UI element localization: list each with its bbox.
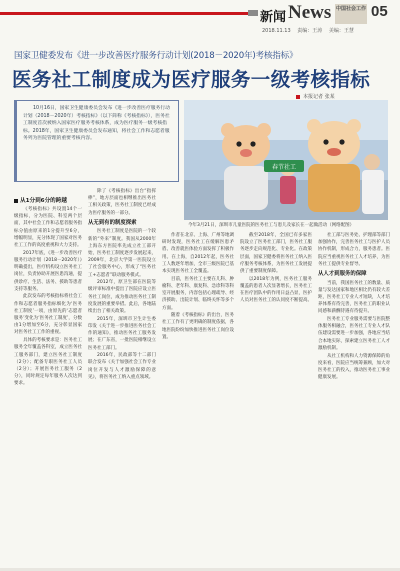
designer-credit: 美编：王慧 (328, 28, 354, 34)
header-red-rule (0, 12, 248, 15)
paragraph: 截至2018年，全国已有多家医院设立了医务社工部门，医务社工服务逐步走向规范化、专业化。在政策层面，国家卫健委将医务社工纳入医疗服务考核体系，为医务社工发展提供了重要制度保障。 (240, 233, 312, 275)
paragraph: 2012年，原卫生部在医院等级评审标准中提出了医院应设立医务社工岗位，成为推动医务社工制度发展的重要举措。此后，各地陆续出台了相关政策。 (88, 280, 156, 315)
newspaper-brand-logo: 中国社会工作 (335, 4, 367, 24)
article-kicker: 国家卫健委发布《进一步改善医疗服务行动计划(2018－2020年)考核指标》 (14, 51, 298, 61)
article-byline (296, 93, 335, 100)
dateline (262, 27, 359, 34)
paragraph: 医务社工制度是医院的一个较新的“外来”制度。我国从2000年上海东方医院率先成立社工部开始，医务社工制度逐步发展起来，2009年，北京大学第一医院设立了社会服务中心，形成了“医务社工+志愿者”联动服务模式。 (88, 229, 156, 278)
section-name-en: News (288, 2, 332, 23)
paragraph: 当前，我国医务社工的数量、质量与发达国家和地区相比仍有较大差距，医务社工专业人才短缺，人才培养体系有待完善，医务社工的职业认同感和薪酬待遇有待提升。 (318, 280, 390, 315)
section-name: 新闻 (260, 10, 287, 25)
issue-date: 2018.11.13 (262, 28, 291, 34)
paragraph: 除了《考核指标》出台“指挥棒”，地方层面也相继推出医务社工相关政策，医务社工制度已经成为医疗服务的一部分。 (88, 189, 156, 216)
paragraph: 医务社工专业服务需要与医院整体服务相融合，医务社工专业人才队伍建设需要进一步加强，各地应当结合本地实际，探索建立医务社工人才激励机制。 (318, 317, 390, 351)
article-headline: 医务社工制度成为医疗服务一级考核指标 (12, 68, 371, 91)
photo-illustration (184, 100, 388, 220)
photo-sign-text: 春节社工 (271, 164, 297, 171)
paragraph: 以2018年为例，医务社工服务覆盖的患者人次显著增长，医务社工在医疗团队中的作用日益凸显，医护人员对医务社工的认同度不断提高。 (240, 276, 312, 304)
paragraph: 此次发布的考核指标将社会工作和志愿者服务指标细化为‘医务社工制度’一项，由原先的‘志愿者服务’变化为‘医务社工制度’，分数由1分增加至6分，充分彰显国家对医务社工工作的重视。 (14, 294, 82, 336)
article-photo (184, 100, 388, 220)
heading-bullet-icon (14, 199, 18, 203)
paragraph: 《考核指标》共设置14个一级指标，分为医院、科室两个层面，其中社会工作和志愿者服务指标分值由原来的1分提升至6分，增幅明显，充分体现了国家对医务社工工作的高度重视和大力支持。 (14, 207, 82, 249)
section-heading-2: 从无到有的制度探索 (88, 219, 137, 226)
page-number: 05 (371, 3, 388, 20)
header-gray-block (248, 10, 258, 16)
article-column-5 (318, 232, 390, 564)
article-column-2 (88, 188, 156, 564)
editor-credit: 责编：王涛 (297, 28, 323, 34)
section-heading-1-text: 从1分到6分的跨越 (20, 198, 67, 204)
byline-text: 本报记者 张某 (303, 94, 335, 100)
paragraph: 作者在北京、上海、广州等地调研时发现，医务社工在缓解医患矛盾、改善就医体验方面发挥了积极作用。在上海，自2012年起，医务社工人数逐年增加，全市三级医院已基本实现医务社工全覆盖。 (162, 233, 234, 275)
paragraph: 随着《考核指标》的出台，医务社工工作有了更明确的制度依据，各地医院纷纷加快推进医务社工岗位设置。 (162, 313, 234, 340)
paragraph: 2015年，深圳市卫生计生委印发《关于进一步推进医务社会工作的通知》，推动医务社工服务发展；在广东省，一批医院相继设立医务社工部门。 (88, 316, 156, 351)
article-lead: 10月16日，国家卫生健康委员会发布《进一步改善医疗服务行动计划（2018－2020年）考核指标》（以下简称《考核指标》），医务社工制度首次被纳入国家医疗服务考核体系，成为医疗服务一级考核指标。2018年，国家卫生健康委员会发布通知，将社会工作和志愿者服务列为医院管理的重要考核内容。 (14, 100, 179, 182)
article-column-1 (14, 206, 82, 564)
paragraph: 具体的考核要求是：医务社工服务全年覆盖各科室，成立医务社工服务部门，建立医务社工制度（2分）；配备专职医务社工人员（2分）；开展医务社工服务（2分），同时规定每年服务人次达到要求。 (14, 338, 82, 387)
paragraph: 2017年底，《进一步改善医疗服务行动计划（2018－2020年）》明确提出，医疗机构设立医务社工岗位，负责协助开展医患沟通，提供诊疗、生活、法务、援助等患者支持等服务。 (14, 250, 82, 292)
paragraph: 从社工机构和人力资源保障的角度来看，医院应当统筹兼顾，加大对医务社工的投入，推动医务社工事业健康发展。 (318, 353, 390, 381)
section-heading-1 (14, 196, 67, 204)
page-header (0, 0, 400, 44)
paragraph: 社工部与医务处、护理部等部门加强协作，完善医务社工与医护人员协作机制，形成合力，服务患者。医院应当重视医务社工人才培养，为医务社工提供专业督导。 (318, 233, 390, 267)
paragraph: 2016年，民政部等十二部门联合发布《关于加强社会工作专业岗位开发与人才激励保障的意见》，将医务社工纳入重点领域。 (88, 353, 156, 380)
photo-caption: 今年3月21日，深圳市儿童医院的医务社工与患儿及家长在一起做活动（网络配图） (188, 223, 355, 228)
paragraph: 目前，医务社工主要在儿科、肿瘤科、老年科、康复科、急诊科等科室开展服务，内容包括心理疏导、经济援助、出院计划、临终关怀等多个方面。 (162, 276, 234, 311)
article-column-3 (162, 232, 234, 564)
article-column-4 (240, 232, 312, 564)
byline-marker-icon (296, 95, 300, 99)
section-heading-3: 从人才到服务的保障 (318, 271, 367, 278)
